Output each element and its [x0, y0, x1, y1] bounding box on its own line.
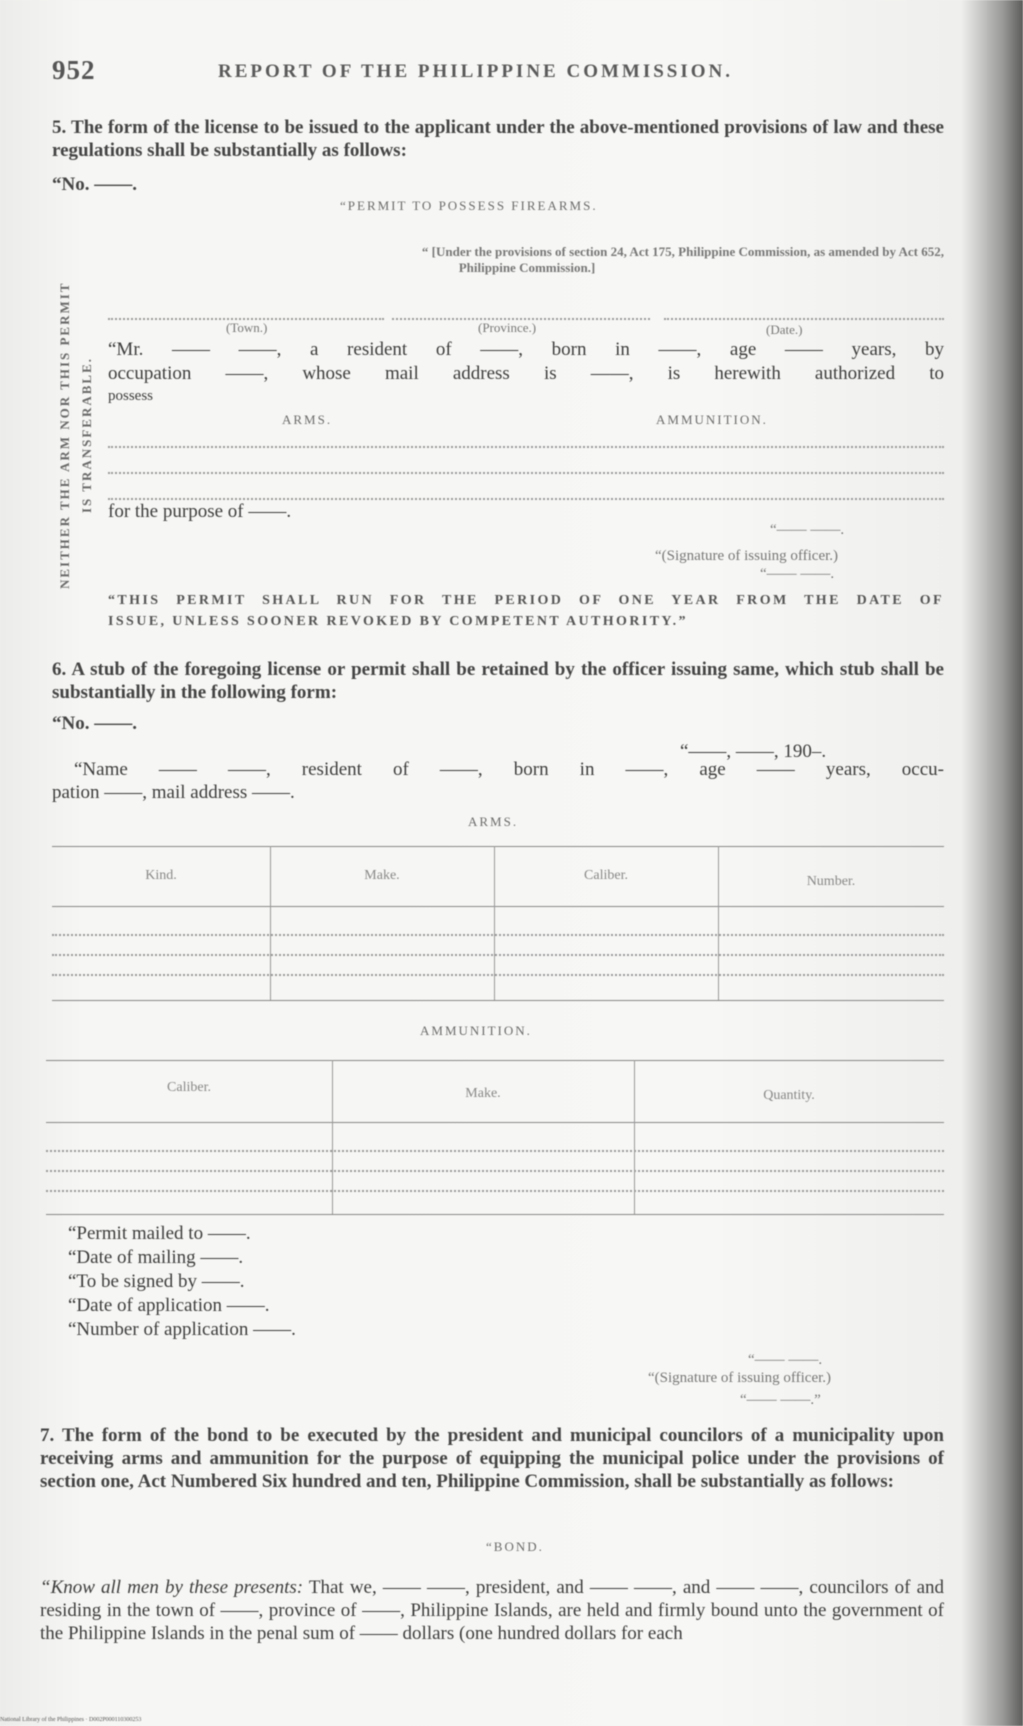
town-caption: (Town.) — [226, 320, 268, 335]
date-caption: (Date.) — [766, 322, 803, 337]
arms-col-kind: Kind. — [145, 868, 177, 883]
section-6-paragraph: 6. A stub of the foregoing license or permit shall be retained by the officer issuing same, which stub shall be substantially in the following form: — [52, 659, 944, 703]
stub-date-of-mailing: “Date of mailing ——. — [68, 1247, 244, 1268]
ammunition-table — [46, 1060, 944, 1218]
ammo-col-make: Make. — [465, 1086, 501, 1101]
side-note-line-1: NEITHER THE ARM NOR THIS PERMIT — [57, 281, 72, 589]
signature-dash-1: “—— ——. — [770, 522, 845, 538]
arms-blank-1 — [108, 446, 944, 448]
arms-col-number: Number. — [806, 874, 856, 889]
holder-line-3: possess — [108, 388, 154, 404]
stub-to-be-signed: “To be signed by ——. — [68, 1271, 245, 1292]
permit-number: “No. ——. — [52, 174, 137, 195]
stub-date-of-application: “Date of application ——. — [68, 1295, 270, 1316]
stub-signature-caption: “(Signature of issuing officer.) — [648, 1370, 832, 1386]
bond-body: That we, —— ——, president, and —— ——, and —— ——, councilors of and residing in the town of ——, province of ——, Philippine Islands, are held and firmly bound unto the government of the Philippine Islands in the penal sum of —— dollars (one hundred dollars for each — [40, 1577, 945, 1644]
arms-table — [52, 846, 944, 1002]
holder-line-2: occupation ——, whose mail address is ——, is herewith authorized to — [108, 363, 944, 384]
bond-text — [40, 1576, 944, 1645]
library-stamp: National Library of the Philippines · D002P000110300253 — [0, 1717, 142, 1723]
holder-line-1: “Mr. —— ——, a resident of ——, born in ——, age —— years, by — [108, 339, 944, 360]
running-title: REPORT OF THE PHILIPPINE COMMISSION. — [218, 61, 734, 82]
permit-heading: “PERMIT TO POSSESS FIREARMS. — [340, 198, 598, 213]
stub-name-line-2: pation ——, mail address ——. — [52, 782, 295, 803]
stub-date-line: “——, ——, 190–. — [680, 741, 827, 762]
province-caption: (Province.) — [478, 320, 537, 335]
section-5-paragraph: 5. The form of the license to be issued to the applicant under the above-mentioned provisions of law and these regulations shall be substantially as follows: — [52, 117, 944, 161]
bond-heading: “BOND. — [486, 1539, 544, 1554]
date-blank — [664, 318, 944, 320]
section-7-paragraph: 7. The form of the bond to be executed by the president and municipal councilors of a municipality upon receiving arms and ammunition for the purpose of equipping the municipal police under the provisions of section one, Act Numbered Six hundred and ten, Philippine Commission, shall be substantially as follows: — [40, 1425, 944, 1492]
side-note-non-transferable — [54, 250, 102, 620]
validity-line-1: “THIS PERMIT SHALL RUN FOR THE PERIOD OF ONE YEAR FROM THE DATE OF — [108, 593, 944, 608]
arms-col-caliber: Caliber. — [584, 868, 628, 883]
ammo-col-caliber: Caliber. — [167, 1080, 211, 1095]
stub-signature-dash-1: “—— ——. — [748, 1352, 823, 1368]
stub-arms-heading: ARMS. — [468, 814, 519, 829]
signature-caption: “(Signature of issuing officer.) — [655, 548, 839, 564]
bond-opening-italic: “Know all men by these presents: — [40, 1577, 304, 1598]
ammunition-label: AMMUNITION. — [656, 412, 768, 427]
arms-blank-2 — [108, 472, 944, 474]
stub-permit-mailed: “Permit mailed to ——. — [68, 1223, 251, 1244]
signature-dash-2: “—— ——. — [760, 566, 835, 582]
stub-signature-dash-2: “—— ——.” — [740, 1392, 821, 1408]
side-note-line-2: IS TRANSFERABLE. — [79, 356, 94, 514]
statute-note-line-1: “ [Under the provisions of section 24, Act 175, Philippine Commission, as amended by Act 652, — [421, 244, 944, 259]
statute-note-line-2: Philippine Commission.] — [458, 260, 596, 275]
arms-label: ARMS. — [282, 412, 333, 427]
stub-number-of-application: “Number of application ——. — [68, 1319, 296, 1340]
arms-col-make: Make. — [364, 868, 400, 883]
stub-name-line-1: “Name —— ——, resident of ——, born in ——, age —— years, occu- — [74, 759, 944, 780]
validity-line-2: ISSUE, UNLESS SOONER REVOKED BY COMPETENT AUTHORITY.” — [108, 614, 688, 629]
purpose-line: for the purpose of ——. — [108, 501, 292, 522]
stub-number: “No. ——. — [52, 713, 137, 734]
stub-ammunition-heading: AMMUNITION. — [420, 1023, 532, 1038]
page-number: 952 — [52, 55, 96, 85]
ammo-col-quantity: Quantity. — [763, 1088, 815, 1103]
